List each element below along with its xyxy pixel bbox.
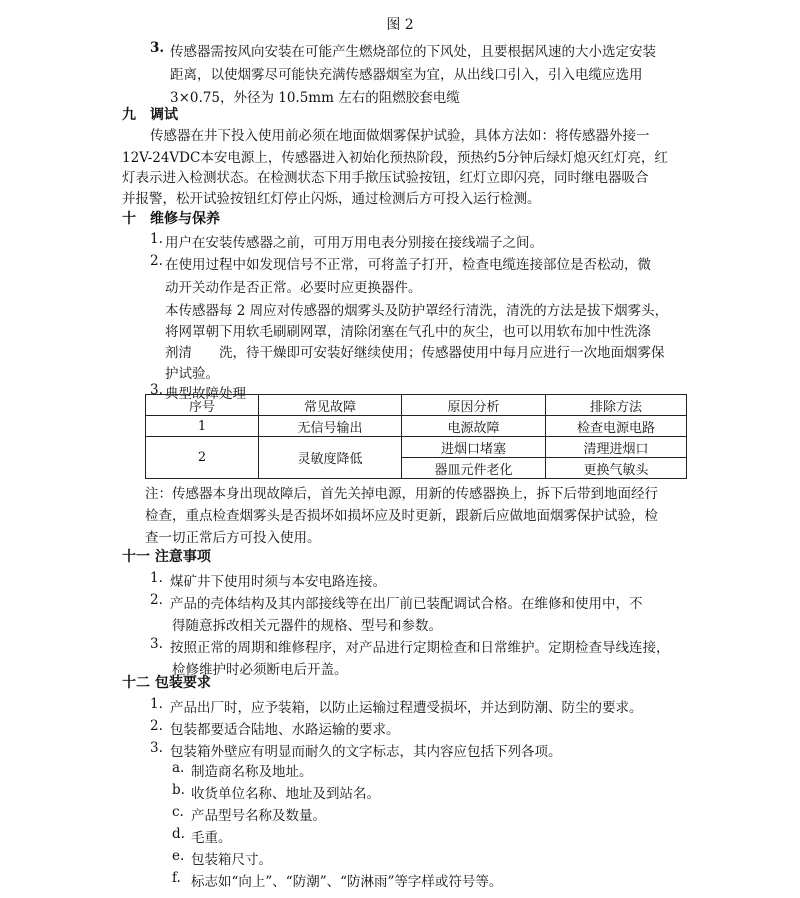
list-item-text: 煤矿井下使用时须与本安电路连接。 [170,574,386,590]
table-header-row [146,395,687,416]
list-number: 2. [150,253,163,269]
list-number: 3. [150,636,163,652]
table-cell: 检查电源电路 [546,416,687,437]
paragraph-line: 传感器需按风向安装在可能产生燃烧部位的下风处，且要根据风速的大小选定安装 [170,44,656,60]
paragraph-line: 并报警，松开试验按钮红灯停止闪烁，通过检测后方可投入运行检测。 [122,191,541,207]
sub-item-letter: c. [172,804,184,820]
list-item-text: 包装箱外壁应有明显而耐久的文字标志，其内容应包括下列各项。 [170,744,562,760]
paragraph-line: 剂清 洗，待干燥即可安装好继续使用；传感器使用中每月应进行一次地面烟雾保 [165,345,665,361]
list-item-text: 产品出厂时，应予装箱，以防止运输过程遭受损坏，并达到防潮、防尘的要求。 [170,700,643,716]
note-line: 检查，重点检查烟雾头是否损坏如损坏应及时更新，跟新后应做地面烟雾保护试验，检 [145,508,658,524]
sub-item-letter: a. [172,760,185,776]
paragraph-line: 距离，以使烟雾尽可能快充满传感器烟室为宜，从出线口引入，引入电缆应选用 [170,67,643,83]
sub-item-text: 毛重。 [191,830,232,846]
sub-item-text: 包装箱尺寸。 [191,852,272,868]
table-cell: 器皿元件老化 [402,458,546,479]
list-item-text: 用户在安装传感器之前，可用万用电表分别接在接线端子之间。 [165,235,543,251]
table-header-cell: 常见故障 [259,395,402,416]
note-line: 查一切正常后方可投入使用。 [145,530,321,546]
paragraph-line: 在使用过程中如发现信号不正常，可将盖子打开，检查电缆连接部位是否松动，微 [165,257,651,273]
list-number: 3. [150,740,163,756]
section-heading: 十一 注意事项 [122,549,211,565]
table-header-cell: 排除方法 [546,395,687,416]
paragraph-line: 按照正常的周期和维修程序，对产品进行定期检查和日常维护。定期检查导线连接， [170,640,670,656]
list-number: 3. [150,40,165,56]
list-number: 2. [150,592,163,608]
table-cell: 无信号输出 [259,416,402,437]
section-heading: 九 调试 [122,107,178,123]
paragraph-line: 得随意拆改相关元器件的规格、型号和参数。 [172,618,442,634]
sub-item-letter: d. [172,826,185,842]
paragraph-line: 12V-24VDC本安电源上，传感器进入初始化预热阶段，预热约5分钟后绿灯熄灭红灯亮，红 [122,150,668,166]
sub-item-text: 制造商名称及地址。 [191,764,313,780]
figure-caption: 图 2 [386,17,414,33]
paragraph-line: 将网罩朝下用软毛刷刷网罩，清除闭塞在气孔中的灰尘，也可以用软布加中性洗涤 [165,324,651,340]
paragraph-line: 传感器在井下投入使用前必须在地面做烟雾保护试验，具体方法如：将传感器外接一 [150,128,650,144]
note-line: 注：传感器本身出现故障后，首先关掉电源，用新的传感器换上，拆下后带到地面经行 [145,486,658,502]
table-cell: 进烟口堵塞 [402,437,546,458]
table-cell: 2 [146,437,259,479]
sub-item-text: 收货单位名称、地址及到站名。 [191,786,380,802]
paragraph-line: 护试验。 [165,366,219,382]
list-number: 3. [150,382,163,398]
sub-item-letter: b. [172,782,185,798]
table-header-cell: 原因分析 [402,395,546,416]
paragraph-line: 本传感器每 2 周应对传感器的烟雾头及防护罩经行清洗，清洗的方法是拔下烟雾头， [165,303,669,319]
section-heading: 十 维修与保养 [122,211,220,227]
section-heading: 十二 包装要求 [122,675,211,691]
table-cell: 灵敏度降低 [259,437,402,479]
sub-item-text: 标志如“向上”、“防潮”、“防淋雨”等字样或符号等。 [191,874,503,890]
paragraph-line: 动开关动作是否正常。必要时应更换器件。 [165,280,422,296]
table-cell: 电源故障 [402,416,546,437]
list-item-text: 包装都要适合陆地、水路运输的要求。 [170,722,400,738]
table-header-cell: 序号 [146,395,259,416]
fault-table [145,394,687,479]
sub-item-letter: f. [172,870,181,886]
table-row [146,437,687,458]
sub-item-text: 产品型号名称及数量。 [191,808,326,824]
list-number: 1. [150,570,163,586]
table-cell: 1 [146,416,259,437]
list-item-text: 典型故障处理 [165,386,246,402]
list-number: 1. [150,696,163,712]
paragraph-line: 3×0.75，外径为 10.5mm 左右的阻燃胶套电缆 [170,90,460,106]
table-cell: 清理进烟口 [546,437,687,458]
list-number: 2. [150,718,163,734]
list-number: 1. [150,231,163,247]
paragraph-line: 产品的壳体结构及其内部接线等在出厂前已装配调试合格。在维修和使用中，不 [170,596,643,612]
table-cell: 更换气敏头 [546,458,687,479]
paragraph-line: 检修维护时必须断电后开盖。 [172,662,348,678]
sub-item-letter: e. [172,848,185,864]
table-row [146,416,687,437]
paragraph-line: 灯表示进入检测状态。在检测状态下用手揿压试验按钮，红灯立即闪亮，同时继电器吸合 [122,170,649,186]
